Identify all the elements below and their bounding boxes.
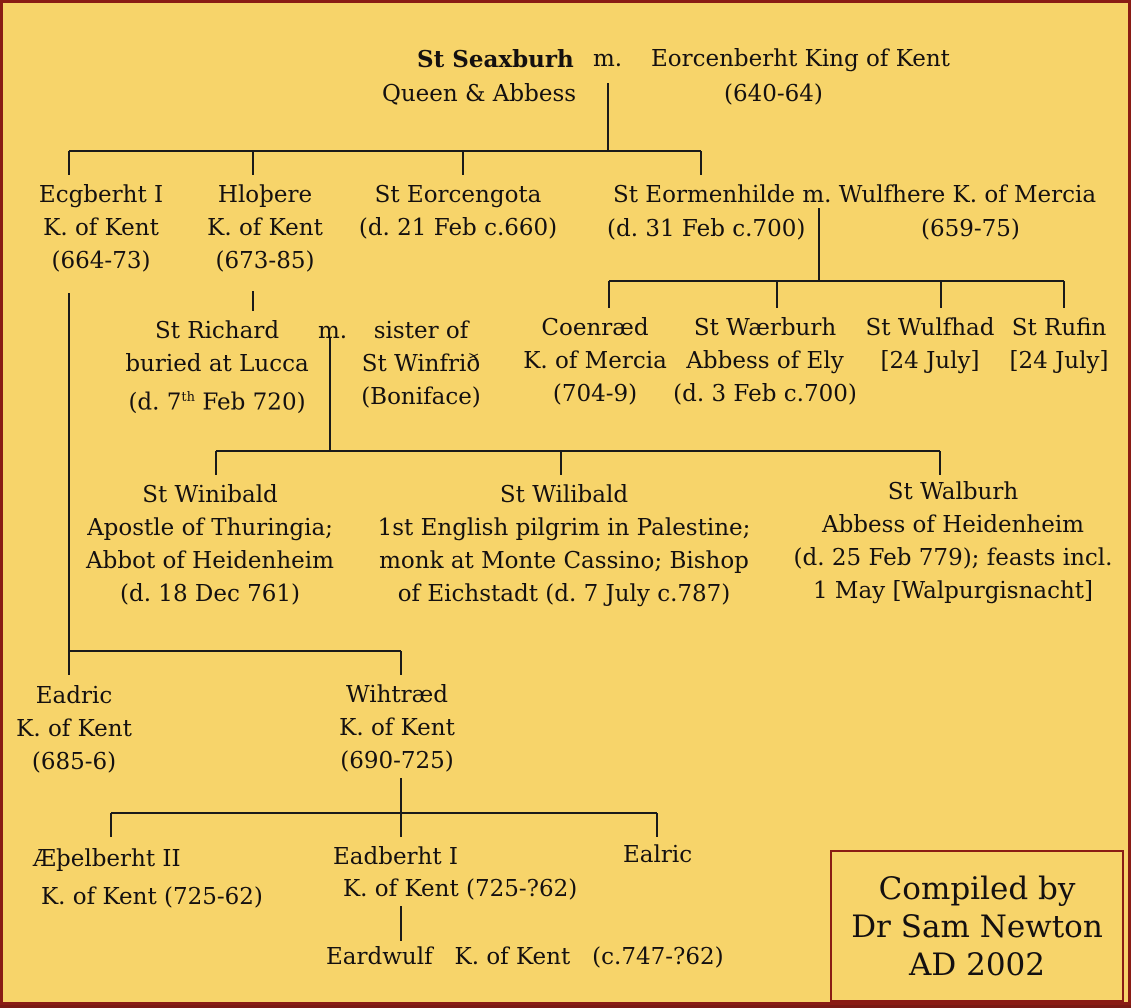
walburh-name: St Walburh	[887, 479, 1019, 505]
ecgberht-title: K. of Kent	[43, 215, 159, 241]
person-aethelberht-name: Æþelberht II	[33, 846, 181, 872]
winibald-role-2: Abbot of Heidenheim	[86, 548, 334, 574]
hlothere-title: K. of Kent	[207, 215, 323, 241]
rufin-feast: [24 July]	[1009, 348, 1109, 374]
eormenhilde-death: (d. 31 Feb c.700)	[607, 216, 806, 242]
person-winfrid-sister	[361, 315, 481, 414]
wihtraed-dates: (690-725)	[340, 748, 454, 774]
eadric-title: K. of Kent	[16, 716, 132, 742]
ecgberht-dates: (664-73)	[51, 248, 151, 274]
waerburh-title: Abbess of Ely	[686, 348, 844, 374]
credit-box	[830, 850, 1124, 1002]
coenraed-name: Coenræd	[541, 315, 649, 341]
walburh-death: (d. 25 Feb 779); feasts incl.	[793, 545, 1113, 571]
aethelberht-title: K. of Kent (725-62)	[41, 884, 263, 910]
person-eadberht-name: Eadberht I	[333, 844, 459, 870]
person-wihtraed	[339, 679, 455, 778]
person-walburh	[794, 476, 1113, 608]
walburh-feast: 1 May [Walpurgisnacht]	[812, 578, 1094, 604]
credit-author: Dr Sam Newton	[851, 909, 1103, 945]
wilibald-name: St Wilibald	[499, 482, 629, 508]
richard-death: (d. 7th Feb 720)	[128, 389, 306, 416]
person-coenraed	[523, 312, 667, 411]
person-wulfhad	[866, 312, 995, 378]
seaxburh-title: Queen & Abbess	[382, 81, 577, 107]
rufin-name: St Rufin	[1011, 315, 1107, 341]
wilibald-role-1: 1st English pilgrim in Palestine;	[377, 515, 751, 541]
wilibald-role-2: monk at Monte Cassino; Bishop	[379, 548, 749, 574]
wilibald-death: of Eichstadt (d. 7 July c.787)	[397, 581, 731, 607]
person-seaxburh: St Seaxburh	[417, 46, 574, 73]
richard-buried: buried at Lucca	[125, 351, 309, 377]
coenraed-title: K. of Mercia	[523, 348, 667, 374]
eorcengota-name: St Eorcengota	[374, 182, 542, 208]
eadric-dates: (685-6)	[31, 749, 117, 775]
wulfhad-name: St Wulfhad	[865, 315, 995, 341]
person-eorcenberht: Eorcenberht King of Kent	[651, 46, 950, 72]
sister-brother: St Winfrið	[361, 351, 481, 377]
winibald-death: (d. 18 Dec 761)	[119, 581, 301, 607]
winibald-name: St Winibald	[142, 482, 278, 508]
person-ealric: Ealric	[623, 842, 693, 868]
person-waerburh	[673, 312, 857, 411]
ecgberht-name: Ecgberht I	[38, 182, 164, 208]
person-eadric	[16, 680, 132, 779]
hlothere-dates: (673-85)	[215, 248, 315, 274]
wihtraed-name: Wihtræd	[346, 682, 448, 708]
eadberht-title: K. of Kent (725-?62)	[343, 876, 578, 902]
eorcengota-death: (d. 21 Feb c.660)	[358, 215, 558, 241]
walburh-role: Abbess of Heidenheim	[821, 512, 1085, 538]
person-wilibald	[378, 479, 751, 611]
person-richard	[125, 315, 308, 420]
eadric-name: Eadric	[35, 683, 113, 709]
coenraed-dates: (704-9)	[552, 381, 638, 407]
wulfhere-dates: (659-75)	[921, 216, 1020, 242]
marriage-marker: m.	[593, 46, 623, 72]
credit-compiled: Compiled by	[878, 871, 1076, 907]
eorcenberht-dates: (640-64)	[724, 81, 823, 107]
winibald-role-1: Apostle of Thuringia;	[87, 515, 333, 541]
wulfhad-feast: [24 July]	[880, 348, 980, 374]
person-hlothere	[207, 179, 323, 278]
person-rufin	[1010, 312, 1109, 378]
waerburh-death: (d. 3 Feb c.700)	[673, 381, 857, 407]
richard-name: St Richard	[154, 318, 280, 344]
hlothere-name: Hloþere	[217, 182, 313, 208]
person-winibald	[86, 479, 334, 611]
wihtraed-title: K. of Kent	[339, 715, 455, 741]
waerburh-name: St Wærburh	[693, 315, 837, 341]
person-eorcengota	[359, 179, 557, 245]
person-eormenhilde: St Eormenhilde m. Wulfhere K. of Mercia	[613, 182, 1097, 208]
person-eardwulf: Eardwulf K. of Kent (c.747-?62)	[326, 944, 724, 970]
richard-marriage-marker: m.	[318, 318, 348, 344]
credit-year: AD 2002	[909, 947, 1045, 983]
person-ecgberht	[39, 179, 163, 278]
sister-boniface: (Boniface)	[361, 384, 481, 410]
sister-label: sister of	[373, 318, 469, 344]
